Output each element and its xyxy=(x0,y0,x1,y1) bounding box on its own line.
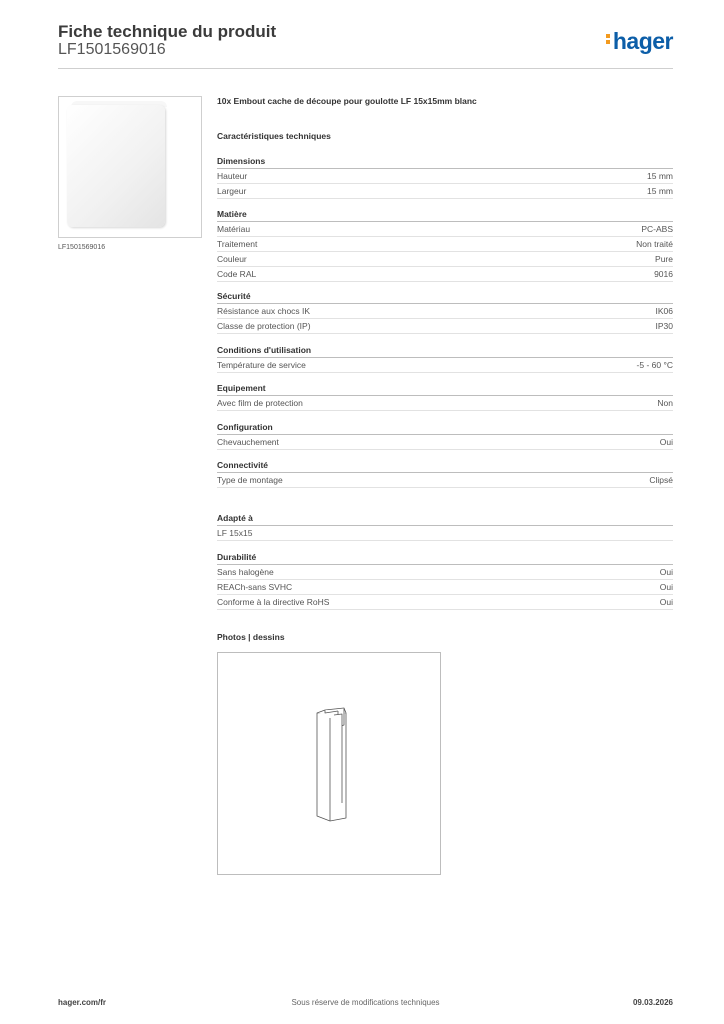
spec-label: Sans halogène xyxy=(217,567,274,577)
product-thumbnail xyxy=(58,96,202,238)
spec-value: 9016 xyxy=(654,269,673,279)
spec-row xyxy=(217,304,673,319)
page-title: Fiche technique du produit xyxy=(58,22,277,41)
product-reference: LF1501569016 xyxy=(58,41,166,58)
section-configuration xyxy=(217,420,673,450)
spec-label: Température de service xyxy=(217,360,306,370)
end-cap-drawing-icon xyxy=(218,653,440,874)
footer-disclaimer: Sous réserve de modifications techniques xyxy=(291,998,440,1007)
spec-value: IP30 xyxy=(655,321,673,331)
spec-row xyxy=(217,396,673,411)
section-title: Dimensions xyxy=(217,154,673,169)
section-durabilite xyxy=(217,550,673,610)
spec-row xyxy=(217,526,673,541)
spec-label: Type de montage xyxy=(217,475,283,485)
spec-label: Avec film de protection xyxy=(217,398,303,408)
spec-label: Résistance aux chocs IK xyxy=(217,306,311,316)
spec-value: Oui xyxy=(659,582,673,592)
spec-label: Couleur xyxy=(217,254,247,264)
spec-row xyxy=(217,184,673,199)
section-conditions xyxy=(217,343,673,373)
spec-label: Hauteur xyxy=(217,171,248,181)
spec-row xyxy=(217,580,673,595)
product-drawing xyxy=(217,652,441,875)
spec-row xyxy=(217,267,673,282)
spec-value: PC-ABS xyxy=(641,224,673,234)
section-adapte xyxy=(217,511,673,541)
spec-row xyxy=(217,319,673,334)
spec-value: Non xyxy=(657,398,673,408)
spec-row xyxy=(217,565,673,580)
spec-label: Traitement xyxy=(217,239,258,249)
section-dimensions xyxy=(217,154,673,199)
section-title: Sécurité xyxy=(217,289,673,304)
photos-heading: Photos | dessins xyxy=(217,632,285,642)
section-title: Connectivité xyxy=(217,458,673,473)
footer-website-link[interactable]: hager.com/fr xyxy=(58,998,107,1007)
spec-value: 15 mm xyxy=(647,171,673,181)
spec-row xyxy=(217,169,673,184)
section-title: Matière xyxy=(217,207,673,222)
spec-row xyxy=(217,595,673,610)
spec-label: Classe de protection (IP) xyxy=(217,321,311,331)
thumbnail-label: LF1501569016 xyxy=(58,244,106,251)
spec-row xyxy=(217,435,673,450)
spec-row xyxy=(217,358,673,373)
logo-dots-icon xyxy=(606,32,611,46)
spec-label: Code RAL xyxy=(217,269,257,279)
logo-text: hager xyxy=(612,28,673,54)
footer-date: 09.03.2026 xyxy=(632,998,673,1007)
spec-label: Matériau xyxy=(217,224,251,234)
spec-label: Chevauchement xyxy=(217,437,279,447)
spec-value: Oui xyxy=(659,597,673,607)
spec-row xyxy=(217,222,673,237)
section-securite xyxy=(217,289,673,334)
spec-label: Largeur xyxy=(217,186,247,196)
section-matiere xyxy=(217,207,673,282)
spec-value: Clipsé xyxy=(649,475,673,485)
spec-value: Non traité xyxy=(636,239,673,249)
spec-label: Conforme à la directive RoHS xyxy=(217,597,330,607)
section-connectivite xyxy=(217,458,673,488)
product-name: 10x Embout cache de découpe pour goulotte LF 15x15mm blanc xyxy=(217,96,477,106)
tech-heading: Caractéristiques techniques xyxy=(217,131,331,141)
product-image xyxy=(67,105,165,227)
spec-label: REACh-sans SVHC xyxy=(217,582,293,592)
spec-value: Oui xyxy=(659,567,673,577)
spec-value: -5 - 60 °C xyxy=(636,360,673,370)
spec-value: Pure xyxy=(655,254,673,264)
section-equipement xyxy=(217,381,673,411)
section-title: Configuration xyxy=(217,420,673,435)
section-title: Adapté à xyxy=(217,511,673,526)
section-title: Conditions d'utilisation xyxy=(217,343,673,358)
page-header xyxy=(58,22,673,69)
spec-value: Oui xyxy=(659,437,673,447)
spec-value: IK06 xyxy=(655,306,673,316)
section-title: Durabilité xyxy=(217,550,673,565)
spec-row xyxy=(217,473,673,488)
spec-row xyxy=(217,252,673,267)
spec-row xyxy=(217,237,673,252)
hager-logo xyxy=(606,28,673,55)
spec-label: LF 15x15 xyxy=(217,528,253,538)
section-title: Equipement xyxy=(217,381,673,396)
spec-value: 15 mm xyxy=(647,186,673,196)
